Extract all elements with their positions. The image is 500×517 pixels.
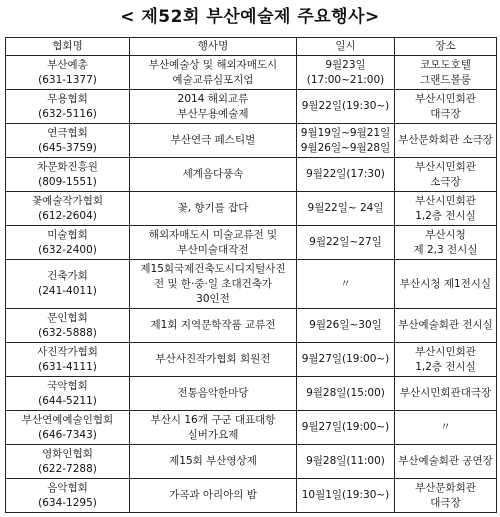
date-cell xyxy=(297,309,395,343)
date-cell xyxy=(297,445,395,479)
event-cell-line: 부산연극 페스티벌 xyxy=(170,134,256,146)
venue-cell-line: 〃 xyxy=(440,421,451,433)
venue-cell-line: 1,2층 전시실 xyxy=(415,209,476,222)
org-cell-line: 부산연예예술인협회 xyxy=(21,413,114,426)
org-cell xyxy=(6,260,130,309)
venue-cell xyxy=(395,445,497,479)
event-cell-line: 부산무용예술제 xyxy=(177,107,249,120)
page-title: < 제52회 부산예술제 주요행사> xyxy=(120,7,380,27)
venue-cell-line: 부산예술회관 공연장 xyxy=(398,455,493,467)
org-cell xyxy=(6,343,130,377)
event-cell xyxy=(130,90,297,124)
venue-cell-line: 1,2층 전시실 xyxy=(415,360,476,373)
table-row xyxy=(6,479,497,513)
table-body xyxy=(6,56,497,513)
venue-cell-line: 대극장 xyxy=(430,496,461,509)
org-cell-line: (632-5116) xyxy=(38,107,97,120)
org-cell-line: (631-1377) xyxy=(38,73,97,86)
org-cell-line: 미술협회 xyxy=(47,228,88,241)
date-cell xyxy=(297,377,395,411)
venue-cell-line: 대극장 xyxy=(430,107,461,120)
event-cell-line: 전통음악한마당 xyxy=(177,387,249,399)
event-cell xyxy=(130,411,297,445)
venue-cell xyxy=(395,309,497,343)
events-table xyxy=(5,37,497,513)
event-cell-line: 꽃, 향기를 잡다 xyxy=(177,202,249,214)
event-cell xyxy=(130,124,297,158)
event-cell xyxy=(130,56,297,90)
org-cell-line: 꽃예술작가협회 xyxy=(31,194,103,207)
table-header-row xyxy=(6,38,497,56)
date-cell-line: 9월22일(19:30~) xyxy=(301,100,390,112)
event-cell xyxy=(130,158,297,192)
date-cell-line: 9월22일~ 24일 xyxy=(307,202,384,214)
org-cell-line: (622-7288) xyxy=(38,462,97,475)
event-cell xyxy=(130,445,297,479)
event-cell-line: 부산사진작가협회 회원전 xyxy=(155,353,271,365)
header-venue: 장소 xyxy=(395,38,497,56)
venue-cell-line: 부산시민회관대극장 xyxy=(399,387,492,399)
table-row xyxy=(6,309,497,343)
event-cell-line: 제15회 부산영상제 xyxy=(169,455,257,467)
venue-cell-line: 부산문화회관 xyxy=(415,481,476,494)
date-cell xyxy=(297,479,395,513)
event-cell-line: 제1회 지역문학작품 교류전 xyxy=(150,319,276,331)
event-cell-line: 예술교류심포지엄 xyxy=(172,73,254,86)
event-cell xyxy=(130,192,297,226)
date-cell-line: 9월26일~30일 xyxy=(309,319,382,331)
venue-cell-line: 부산문화회관 소극장 xyxy=(398,134,493,146)
table-row xyxy=(6,124,497,158)
venue-cell-line: 부산시청 xyxy=(425,228,466,241)
org-cell-line: (634-1295) xyxy=(38,496,97,509)
date-cell-line: 9월28일(11:00) xyxy=(306,455,385,467)
event-cell-line: 세계음다풍속 xyxy=(182,168,244,180)
date-cell-line: 9월19일~9월21일 xyxy=(300,126,391,139)
venue-cell xyxy=(395,260,497,309)
date-cell xyxy=(297,56,395,90)
table-row xyxy=(6,192,497,226)
org-cell-line: 차문화진흥원 xyxy=(37,160,98,173)
date-cell-line: 9월27일(19:00~) xyxy=(301,421,390,433)
venue-cell xyxy=(395,192,497,226)
venue-cell xyxy=(395,479,497,513)
event-cell xyxy=(130,343,297,377)
org-cell xyxy=(6,226,130,260)
table-row xyxy=(6,411,497,445)
date-cell-line: 9월23일 xyxy=(325,58,366,71)
venue-cell xyxy=(395,343,497,377)
org-cell xyxy=(6,445,130,479)
org-cell xyxy=(6,90,130,124)
date-cell xyxy=(297,90,395,124)
date-cell xyxy=(297,124,395,158)
org-cell xyxy=(6,479,130,513)
event-cell-line: 2014 해외교류 xyxy=(177,92,249,105)
org-cell-line: 건축가회 xyxy=(47,270,88,282)
org-cell-line: (646-7343) xyxy=(38,428,97,441)
table-row xyxy=(6,226,497,260)
event-cell-line: 부산미술대작전 xyxy=(177,243,249,256)
org-cell-line: (809-1551) xyxy=(38,175,97,188)
venue-cell-line: 부산시민회관 xyxy=(415,160,476,173)
event-cell-line: 30인전 xyxy=(196,292,230,305)
date-cell xyxy=(297,343,395,377)
date-cell-line: 〃 xyxy=(340,277,351,290)
org-cell-line: (631-4111) xyxy=(38,360,97,373)
event-cell xyxy=(130,309,297,343)
date-cell-line: 9월26일~9월28일 xyxy=(300,141,391,154)
date-cell xyxy=(297,226,395,260)
venue-cell xyxy=(395,124,497,158)
org-cell-line: 무용협회 xyxy=(47,92,88,105)
date-cell xyxy=(297,260,395,309)
venue-cell-line: 부산시민회관 xyxy=(415,194,476,207)
table-row xyxy=(6,343,497,377)
venue-cell xyxy=(395,90,497,124)
org-cell-line: (612-2604) xyxy=(38,209,97,222)
venue-cell xyxy=(395,56,497,90)
date-cell-line: 9월22일(17:30) xyxy=(306,168,385,180)
date-cell-line: 9월22일~27일 xyxy=(309,236,382,248)
event-cell-line: 부산예술상 및 해외자매도시 xyxy=(148,58,278,71)
venue-cell-line: 코모도호텔 xyxy=(420,58,471,71)
org-cell-line: 음악협회 xyxy=(47,481,88,494)
event-cell xyxy=(130,377,297,411)
org-cell-line: (241-4011) xyxy=(38,285,97,297)
date-cell xyxy=(297,411,395,445)
org-cell-line: (644-5211) xyxy=(38,394,97,407)
table-row xyxy=(6,377,497,411)
org-cell-line: (645-3759) xyxy=(38,141,97,154)
event-cell-line: 전 및 한·중·일 초대건축가 xyxy=(153,277,273,290)
org-cell-line: 사진작가협회 xyxy=(37,345,98,358)
event-cell xyxy=(130,260,297,309)
org-cell-line: (632-2400) xyxy=(38,243,97,256)
event-cell-line: 실버가요제 xyxy=(187,428,239,441)
event-cell-line: 제15회국제건축도시디지털사진 xyxy=(140,262,286,275)
org-cell-line: 부산예총 xyxy=(47,58,88,71)
venue-cell-line: 제 2,3 전시실 xyxy=(413,243,478,256)
org-cell xyxy=(6,377,130,411)
venue-cell-line: 부산시청 제1전시실 xyxy=(399,277,492,290)
org-cell-line: (632-5888) xyxy=(38,326,97,339)
venue-cell-line: 부산시민회관 xyxy=(415,92,476,105)
venue-cell xyxy=(395,158,497,192)
venue-cell xyxy=(395,226,497,260)
table-row xyxy=(6,445,497,479)
org-cell xyxy=(6,124,130,158)
date-cell-line: (17:00~21:00) xyxy=(306,73,385,86)
org-cell-line: 연극협회 xyxy=(47,126,88,139)
table-row xyxy=(6,260,497,309)
org-cell-line: 문인협회 xyxy=(47,311,88,324)
event-cell-line: 가곡과 아리아의 밤 xyxy=(169,489,257,501)
venue-cell xyxy=(395,377,497,411)
date-cell xyxy=(297,192,395,226)
org-cell-line: 영화인협회 xyxy=(42,447,93,460)
org-cell xyxy=(6,192,130,226)
venue-cell-line: 소극장 xyxy=(430,175,461,188)
table-row xyxy=(6,158,497,192)
org-cell xyxy=(6,158,130,192)
org-cell xyxy=(6,309,130,343)
org-cell-line: 국악협회 xyxy=(47,379,88,392)
event-cell xyxy=(130,479,297,513)
event-cell-line: 부산시 16개 구군 대표대항 xyxy=(150,413,276,426)
org-cell xyxy=(6,56,130,90)
table-row xyxy=(6,56,497,90)
venue-cell-line: 부산예술회관 전시실 xyxy=(398,319,493,331)
table-row xyxy=(6,90,497,124)
event-cell xyxy=(130,226,297,260)
header-event: 행사명 xyxy=(130,38,297,56)
venue-cell xyxy=(395,411,497,445)
venue-cell-line: 부산시민회관 xyxy=(415,345,476,358)
header-date: 일시 xyxy=(297,38,395,56)
date-cell-line: 10월1일(19:30~) xyxy=(301,489,390,501)
event-cell-line: 해외자매도시 미술교류전 및 xyxy=(148,228,278,241)
date-cell-line: 9월27일(19:00~) xyxy=(301,353,390,365)
date-cell-line: 9월28일(15:00) xyxy=(306,387,385,399)
header-org: 협회명 xyxy=(6,38,130,56)
venue-cell-line: 그랜드볼룸 xyxy=(420,73,471,86)
date-cell xyxy=(297,158,395,192)
org-cell xyxy=(6,411,130,445)
